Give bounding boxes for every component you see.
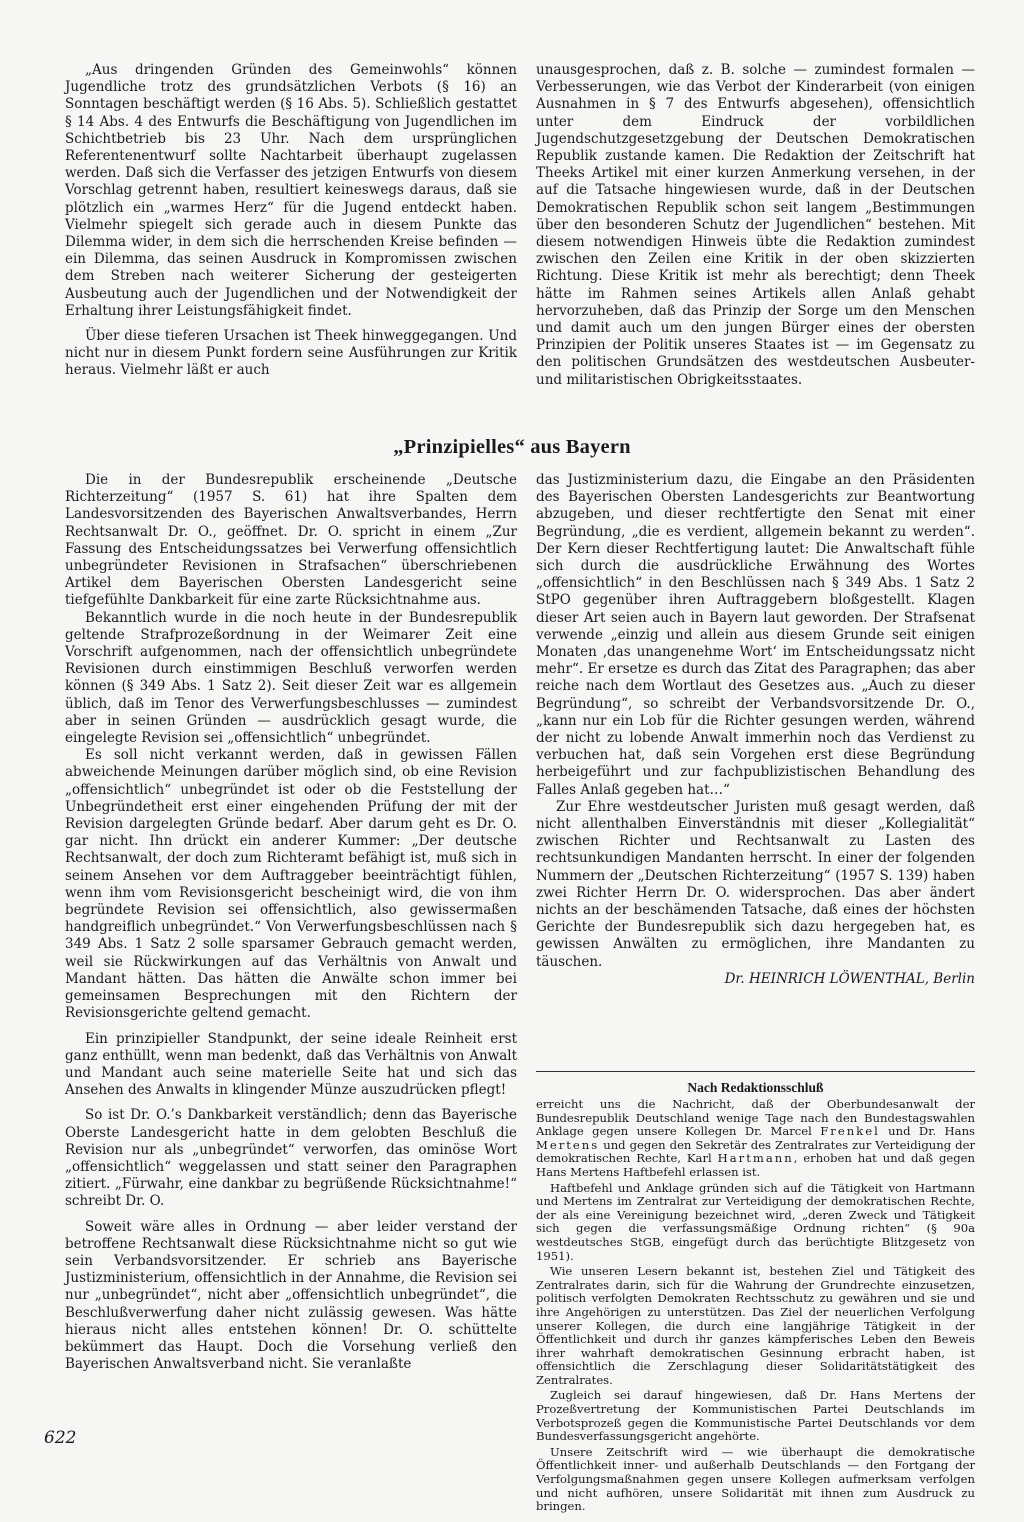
paragraph: Ein prinzipieller Standpunkt, der seine ideale Reinheit erst ganz enthüllt, wenn man bedenkt, daß das Verhältnis von Anwalt und Mandant auch seine materielle Seite hat und sich das Ansehen des Anwalts in klingender Münze auszudrücken pflegt! [65, 1030, 517, 1099]
text-run: und Dr. Hans [879, 1124, 975, 1139]
paragraph [536, 1098, 975, 1180]
text-run: , erhoben hat und daß gegen Hans Mertens Haftbefehl erlassen ist. [536, 1151, 975, 1179]
article-right-column [536, 472, 975, 988]
paragraph: Bekanntlich wurde in die noch heute in der Bundesrepublik geltende Strafprozeßordnung in der Weimarer Zeit eine Vorschrift aufgenommen, nach der offensichtlich unbegründete Revisionen durch einstimmigen Beschluß verworfen werden können (§ 349 Abs. 1 Satz 2). Seit dieser Zeit war es allgemein üblich, daß im Tenor des Verwerfungsbeschlusses — zumindest aber in seinen Gründen — ausdrücklich gesagt wurde, die eingelegte Revision sei „offensichtlich“ unbegründet. [65, 609, 517, 747]
paragraph: Über diese tieferen Ursachen ist Theek hinweggegangen. Und nicht nur in diesem Punkt fordern seine Ausführungen zur Kritik heraus. Vielmehr läßt er auch [65, 328, 517, 379]
late-news-box [536, 1080, 975, 1514]
article-title: „Prinzipielles“ aus Bayern [393, 436, 631, 458]
paragraph: Wie unseren Lesern bekannt ist, bestehen Ziel und Tätigkeit des Zentralrates darin, sich für die Wahrung der Grundrechte einzusetzen, politisch verfolgten Demokraten Rechtsschutz zu gewähren und sie und ihre Angehörigen zu unterstützen. Das Ziel der neuerlichen Verfolgung unserer Kollegen, die durch eine langjährige Tätigkeit in der Öffentlichkeit und durch ihr ganzes kämpferisches Leben den Beweis ihrer wahrhaft demokratischen Gesinnung erbracht haben, ist offensichtlich die Zerschlagung dieser Solidaritätstätigkeit des Zentralrates. [536, 1264, 975, 1387]
top-right-column [536, 62, 975, 389]
paragraph: Zugleich sei darauf hingewiesen, daß Dr. Hans Mertens der Prozeßvertretung der Kommunistischen Partei Deutschlands im Verbotsprozeß gegen die Kommunistische Partei Deutschlands vor dem Bundesverfassungsgericht angehörte. [536, 1388, 975, 1444]
paragraph: Es soll nicht verkannt werden, daß in gewissen Fällen abweichende Meinungen darüber möglich sind, ob eine Revision „offensichtlich“ unbegründet ist oder ob die Feststellung der Unbegründetheit erst einer eingehenden Prüfung der mit der Revision dargelegten Gründe bedarf. Aber darum geht es Dr. O. gar nicht. Ihn drückt ein anderer Kummer: „Der deutsche Rechtsanwalt, der doch zum Richteramt befähigt ist, muß sich in seinem Ansehen vor dem Auftraggeber beeinträchtigt fühlen, wenn ihm vom Revisionsgericht bescheinigt wird, die von ihm begründete Revision sei offensichtlich, also gewissermaßen handgreiflich unbegründet.“ Von Verwerfungsbeschlüssen nach § 349 Abs. 1 Satz 2 solle sparsamer Gebrauch gemacht werden, weil sie Rückwirkungen auf das Verhältnis von Anwalt und Mandant hätten. Das hätten die Anwälte schon immer bei gemeinsamen Besprechungen mit den Richtern der Revisionsgerichte geltend gemacht. [65, 747, 517, 1022]
article-left-column [65, 472, 517, 1373]
paragraph: „Aus dringenden Gründen des Gemeinwohls“ können Jugendliche trotz des grundsätzlichen Verbots (§ 16) an Sonntagen beschäftigt werden (§ 16 Abs. 5). Schließlich gestattet § 14 Abs. 4 des Entwurfs die Beschäftigung von Jugendlichen im Schichtbetrieb bis 23 Uhr. Nach dem ursprünglichen Referentenentwurf sollte Nachtarbeit überhaupt zugelassen werden. Daß sich die Verfasser des jetzigen Entwurfs von diesem Vorschlag getrennt haben, resultiert keineswegs daraus, daß sie plötzlich ein „warmes Herz“ für die Jugend entdeckt haben. Vielmehr spiegelt sich gerade auch in diesem Punkte das Dilemma wider, in dem sich die herrschenden Kreise befinden — ein Dilemma, das seinen Ausdruck in Kompromissen zwischen dem Streben nach weiterer Sicherung der gesteigerten Ausbeutung auch der Jugendlichen und der Notwendigkeit der Erhaltung ihrer Leistungsfähigkeit findet. [65, 62, 517, 319]
paragraph: unausgesprochen, daß z. B. solche — zumindest formalen — Verbesserungen, wie das Verbot der Kinderarbeit (von einigen Ausnahmen in § 7 des Entwurfs abgesehen), offensichtlich unter dem Eindruck der vorbildlichen Jugendschutzgesetzgebung der Deutschen Demokratischen Republik zustande kamen. Die Redaktion der Zeitschrift hat Theeks Artikel mit einer kurzen Anmerkung versehen, in der auf die Tatsache hingewiesen wurde, daß in der Deutschen Demokratischen Republik schon seit langem „Bestimmungen über den besonderen Schutz der Jugendlichen“ bestehen. Mit diesem notwendigen Hinweis übte die Redaktion zumindest zwischen den Zeilen eine Kritik in der oben skizzierten Richtung. Diese Kritik ist mehr als berechtigt; denn Theek hätte im Rahmen seines Artikels allen Anlaß gehabt hervorzuheben, daß das Prinzip der Sorge um den Menschen und damit auch um den jungen Bürger eines der obersten Prinzipien der Politik unseres Staates ist — im Gegensatz zu den politischen Grundsätzen des westdeutschen Ausbeuter- und militaristischen Obrigkeitsstaates. [536, 62, 975, 388]
paragraph: Haftbefehl und Anklage gründen sich auf die Tätigkeit von Hartmann und Mertens im Zentralrat zur Verteidigung der demokratischen Rechte, der als eine Vereinigung bezeichnet wird, „deren Zweck und Tätigkeit sich gegen die verfassungsmäßige Ordnung richten“ (§ 90a westdeutsches StGB, eingefügt durch das berüchtigte Blitzgesetz von 1951). [536, 1180, 975, 1263]
paragraph: Die in der Bundesrepublik erscheinende „Deutsche Richterzeitung“ (1957 S. 61) hat ihre Spalten dem Landesvorsitzenden des Bayerischen Anwaltsverbandes, Herrn Rechtsanwalt Dr. O., geöffnet. Dr. O. spricht in einem „Zur Fassung des Entscheidungssatzes bei Verwerfung offensichtlich unbegründeter Revisionen in Strafsachen“ überschriebenen Artikel dem Bayerischen Obersten Landesgericht seine tiefgefühlte Dankbarkeit für eine zarte Rücksichtnahme aus. [65, 472, 517, 609]
late-news-heading: Nach Redaktionsschluß [687, 1080, 824, 1095]
top-left-column [65, 62, 517, 380]
text-run: und gegen den Sekretär des Zentralrates zur Verteidigung der demokratischen Rechte, Karl [536, 1137, 975, 1166]
text-run: erreicht uns die Nachricht, daß der Oberbundesanwalt der Bundesrepublik Deutschland wenige Tage nach den Bundestagswahlen Anklage gegen unsere Kollegen Dr. Marcel [536, 1097, 975, 1139]
paragraph: Soweit wäre alles in Ordnung — aber leider verstand der betroffene Rechtsanwalt diese Rücksichtnahme nicht so gut wie sein Verbandsvorsitzender. Er schrieb ans Bayerische Justizministerium, offensichtlich in der Annahme, die Revision sei nur „unbegründet“, nicht aber „offensichtlich unbegründet“, die Beschlußverwerfung daher nicht zulässig gewesen. Was hätte hieraus nicht alles entstehen können! Dr. O. schüttelte bekümmert das Haupt. Doch die Vorsehung verließ den Bayerischen Anwaltsverband nicht. Sie veranlaßte [65, 1218, 517, 1373]
paragraph: Zur Ehre westdeutscher Juristen muß gesagt werden, daß nicht allenthalben Einverständnis mit dieser „Kollegialität“ zwischen Richter und Rechtsanwalt zu Lasten des rechtsunkundigen Mandanten herrscht. In einer der folgenden Nummern der „Deutschen Richterzeitung“ (1957 S. 139) haben zwei Richter Herrn Dr. O. widersprochen. Das aber ändert nichts an der beschämenden Tatsache, daß eines der höchsten Gerichte der Bundesrepublik sich dazu hergegeben hat, es gewissen Anwälten zu ermöglichen, ihre Mandanten zu täuschen. [536, 798, 975, 970]
late-news-body [536, 1098, 975, 1514]
paragraph: So ist Dr. O.’s Dankbarkeit verständlich; denn das Bayerische Oberste Landesgericht hatte in dem gelobten Beschluß die Revision nur als „unbegründet“ verworfen, das ominöse Wort „offensichtlich“ weggelassen und statt seiner den Paragraphen zitiert. „Fürwahr, eine dankbar zu begrüßende Rücksichtnahme!“ schreibt Dr. O. [65, 1107, 517, 1210]
author-signature: Dr. HEINRICH LÖWENTHAL, Berlin [724, 970, 975, 987]
paragraph: Unsere Zeitschrift wird — wie überhaupt die demokratische Öffentlichkeit inner- und außerhalb Deutschlands — den Fortgang der Verfolgungsmaßnahmen gegen unsere Kollegen aufmerksam verfolgen und nicht aufhören, unsere Solidarität mit ihnen zum Ausdruck zu bringen. [536, 1444, 975, 1514]
paragraph: das Justizministerium dazu, die Eingabe an den Präsidenten des Bayerischen Obersten Landesgerichts zur Beantwortung abzugeben, und dieser rechtfertigte den Senat mit einer Begründung, „die es verdient, allgemein bekannt zu werden“. Der Kern dieser Rechtfertigung lautet: Die Anwaltschaft fühle sich durch die ausdrückliche Erwähnung des Wortes „offensichtlich“ in den Beschlüssen nach § 349 Abs. 1 Satz 2 StPO gegenüber ihren Auftraggebern bloßgestellt. Klagen dieser Art seien auch in Bayern laut geworden. Der Strafsenat verwende „einzig und allein aus diesem Grunde seit einigen Monaten ‚das unangenehme Wort‘ im Entscheidungssatz nicht mehr“. Er ersetze es durch das Zitat des Paragraphen; das aber reiche nach dem Wortlaut des Gesetzes aus. „Auch zu dieser Begründung“, so schreibt der Verbandsvorsitzende Dr. O., „kann nur ein Lob für die Richter gesungen werden, während der nicht zu lobende Anwalt immerhin noch das Verdienst zu verbuchen hat, daß sein Vorgehen erst diese Begründung herbeigeführt und zur fachpublizistischen Behandlung des Falles Anlaß gegeben hat…“ [536, 472, 975, 798]
person-name: Frenkel [820, 1124, 880, 1139]
person-name: Hartmann [717, 1151, 794, 1166]
section-divider [536, 1071, 975, 1072]
page-number: 622 [44, 1428, 77, 1448]
person-name: Mertens [536, 1137, 600, 1152]
